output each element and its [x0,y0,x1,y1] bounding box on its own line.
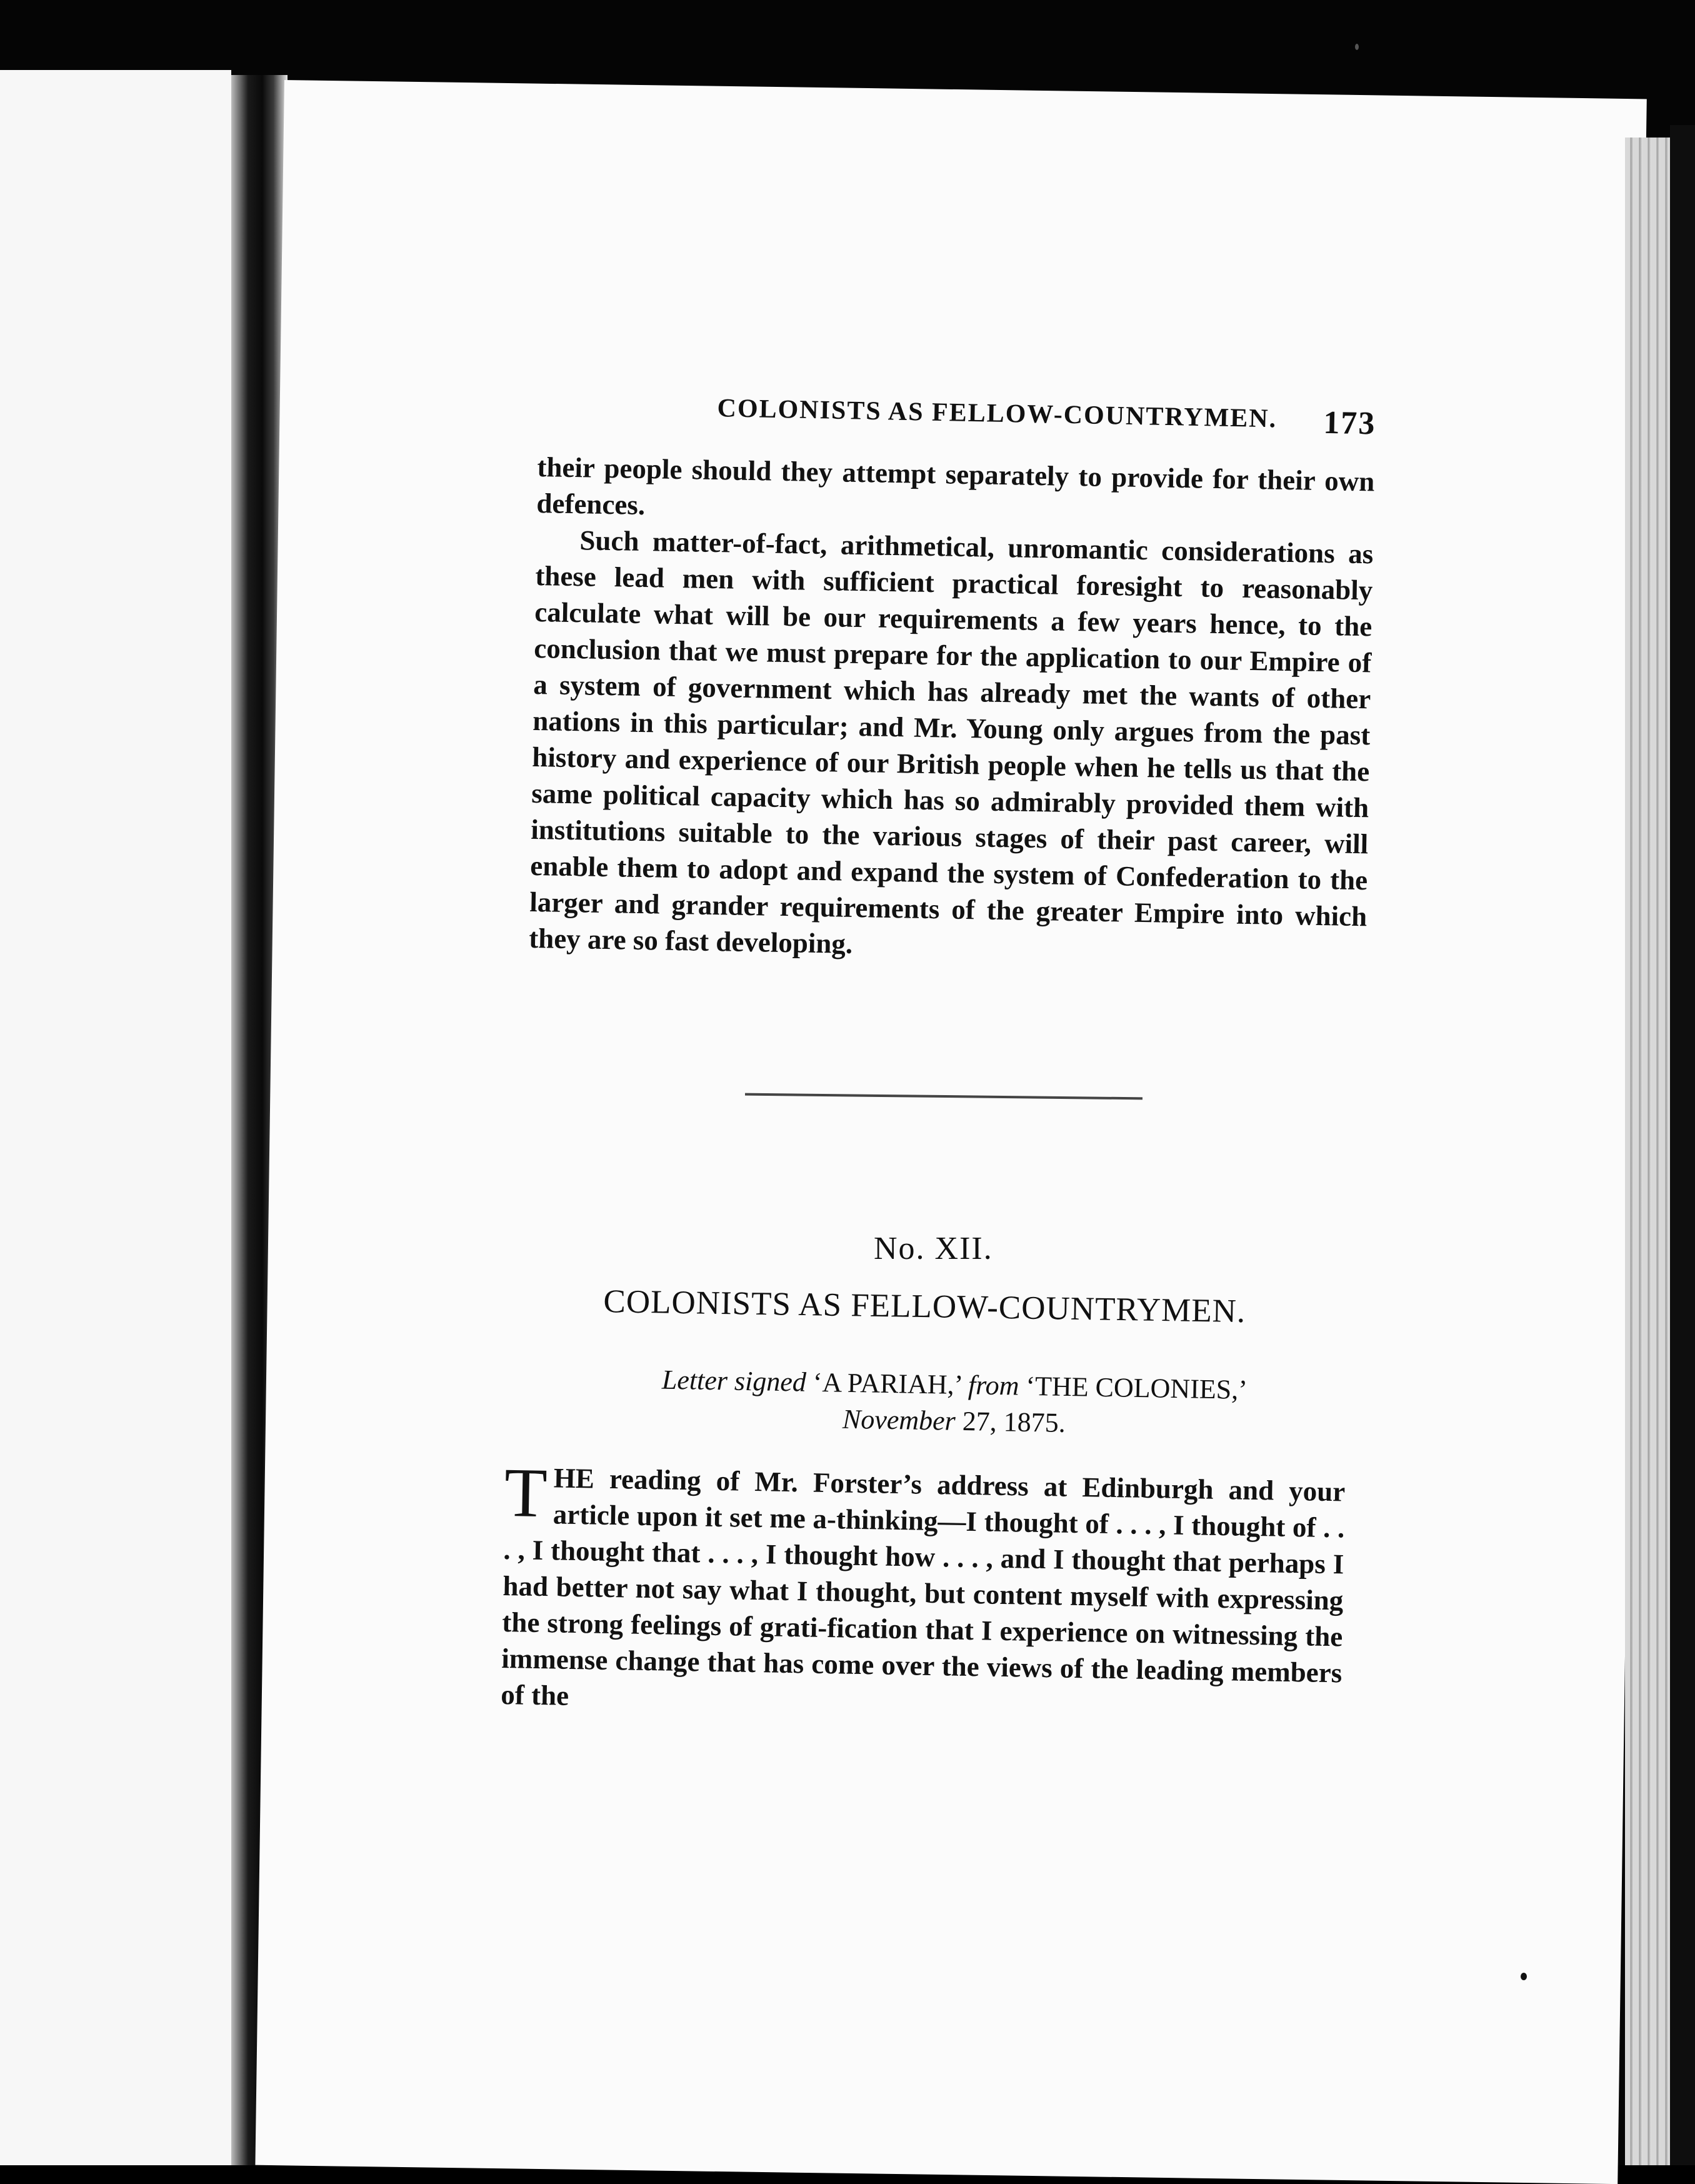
running-head-title: COLONISTS AS FELLOW-COUNTRYMEN. [717,394,1278,434]
paragraph [500,1454,1346,1727]
letter-text [500,1454,1346,1727]
subhead-date-month: November [842,1403,956,1436]
subhead-prefix: Letter signed [661,1364,807,1398]
book-page [255,80,1646,2184]
subhead-sender: ‘A PARIAH,’ [812,1366,962,1400]
scan-speck [1355,44,1359,50]
subhead-from: from [968,1370,1019,1401]
subhead-source: ‘THE COLONIES,’ [1026,1370,1248,1405]
section-title: COLONISTS AS FELLOW-COUNTRYMEN. [603,1283,1246,1330]
subhead-date-rest: 27, 1875. [962,1406,1066,1438]
scan-speck [1521,1973,1527,1980]
drop-cap: T [503,1454,548,1533]
letter-subheading [566,1360,1342,1446]
continued-text [529,449,1375,971]
paragraph: their people should they attempt separately to provide for their own defences. [536,451,1375,521]
page-edges-shadow [1670,125,1695,2165]
page-number: 173 [1322,404,1376,442]
letter-opening: HE reading of Mr. Forster’s address at Edinburgh and your article upon it set me a-thinking—I thought of . . . , I thought of . . . , I thought that . . . , I thought how . . . , and I thought that perhaps I had better not say what I thought, but content myself with expressing the strong feelings of grati-fication that I experience on witnessing the immense change that has come over the views of the leading members of the [500,1462,1346,1711]
facing-page [0,70,231,2165]
paragraph: Such matter-of-fact, arithmetical, unromantic considerations as these lead men with sufficient practical foresight to reasonably calculate what will be our requirements a few years hence, to the conclusion that we must prepare for the application to our Empire of a system of government which has already met the wants of other nations in this particular; and Mr. Young only argues from the past history and experience of our British people when he tells us that the same political capacity which has so admirably provided them with institutions suitable to the various stages of their past career, will enable them to adopt and expand the system of Confederation to the larger and grander requirements of the greater Empire into which they are so fast developing. [528,524,1374,959]
section-number: No. XII. [874,1231,993,1266]
